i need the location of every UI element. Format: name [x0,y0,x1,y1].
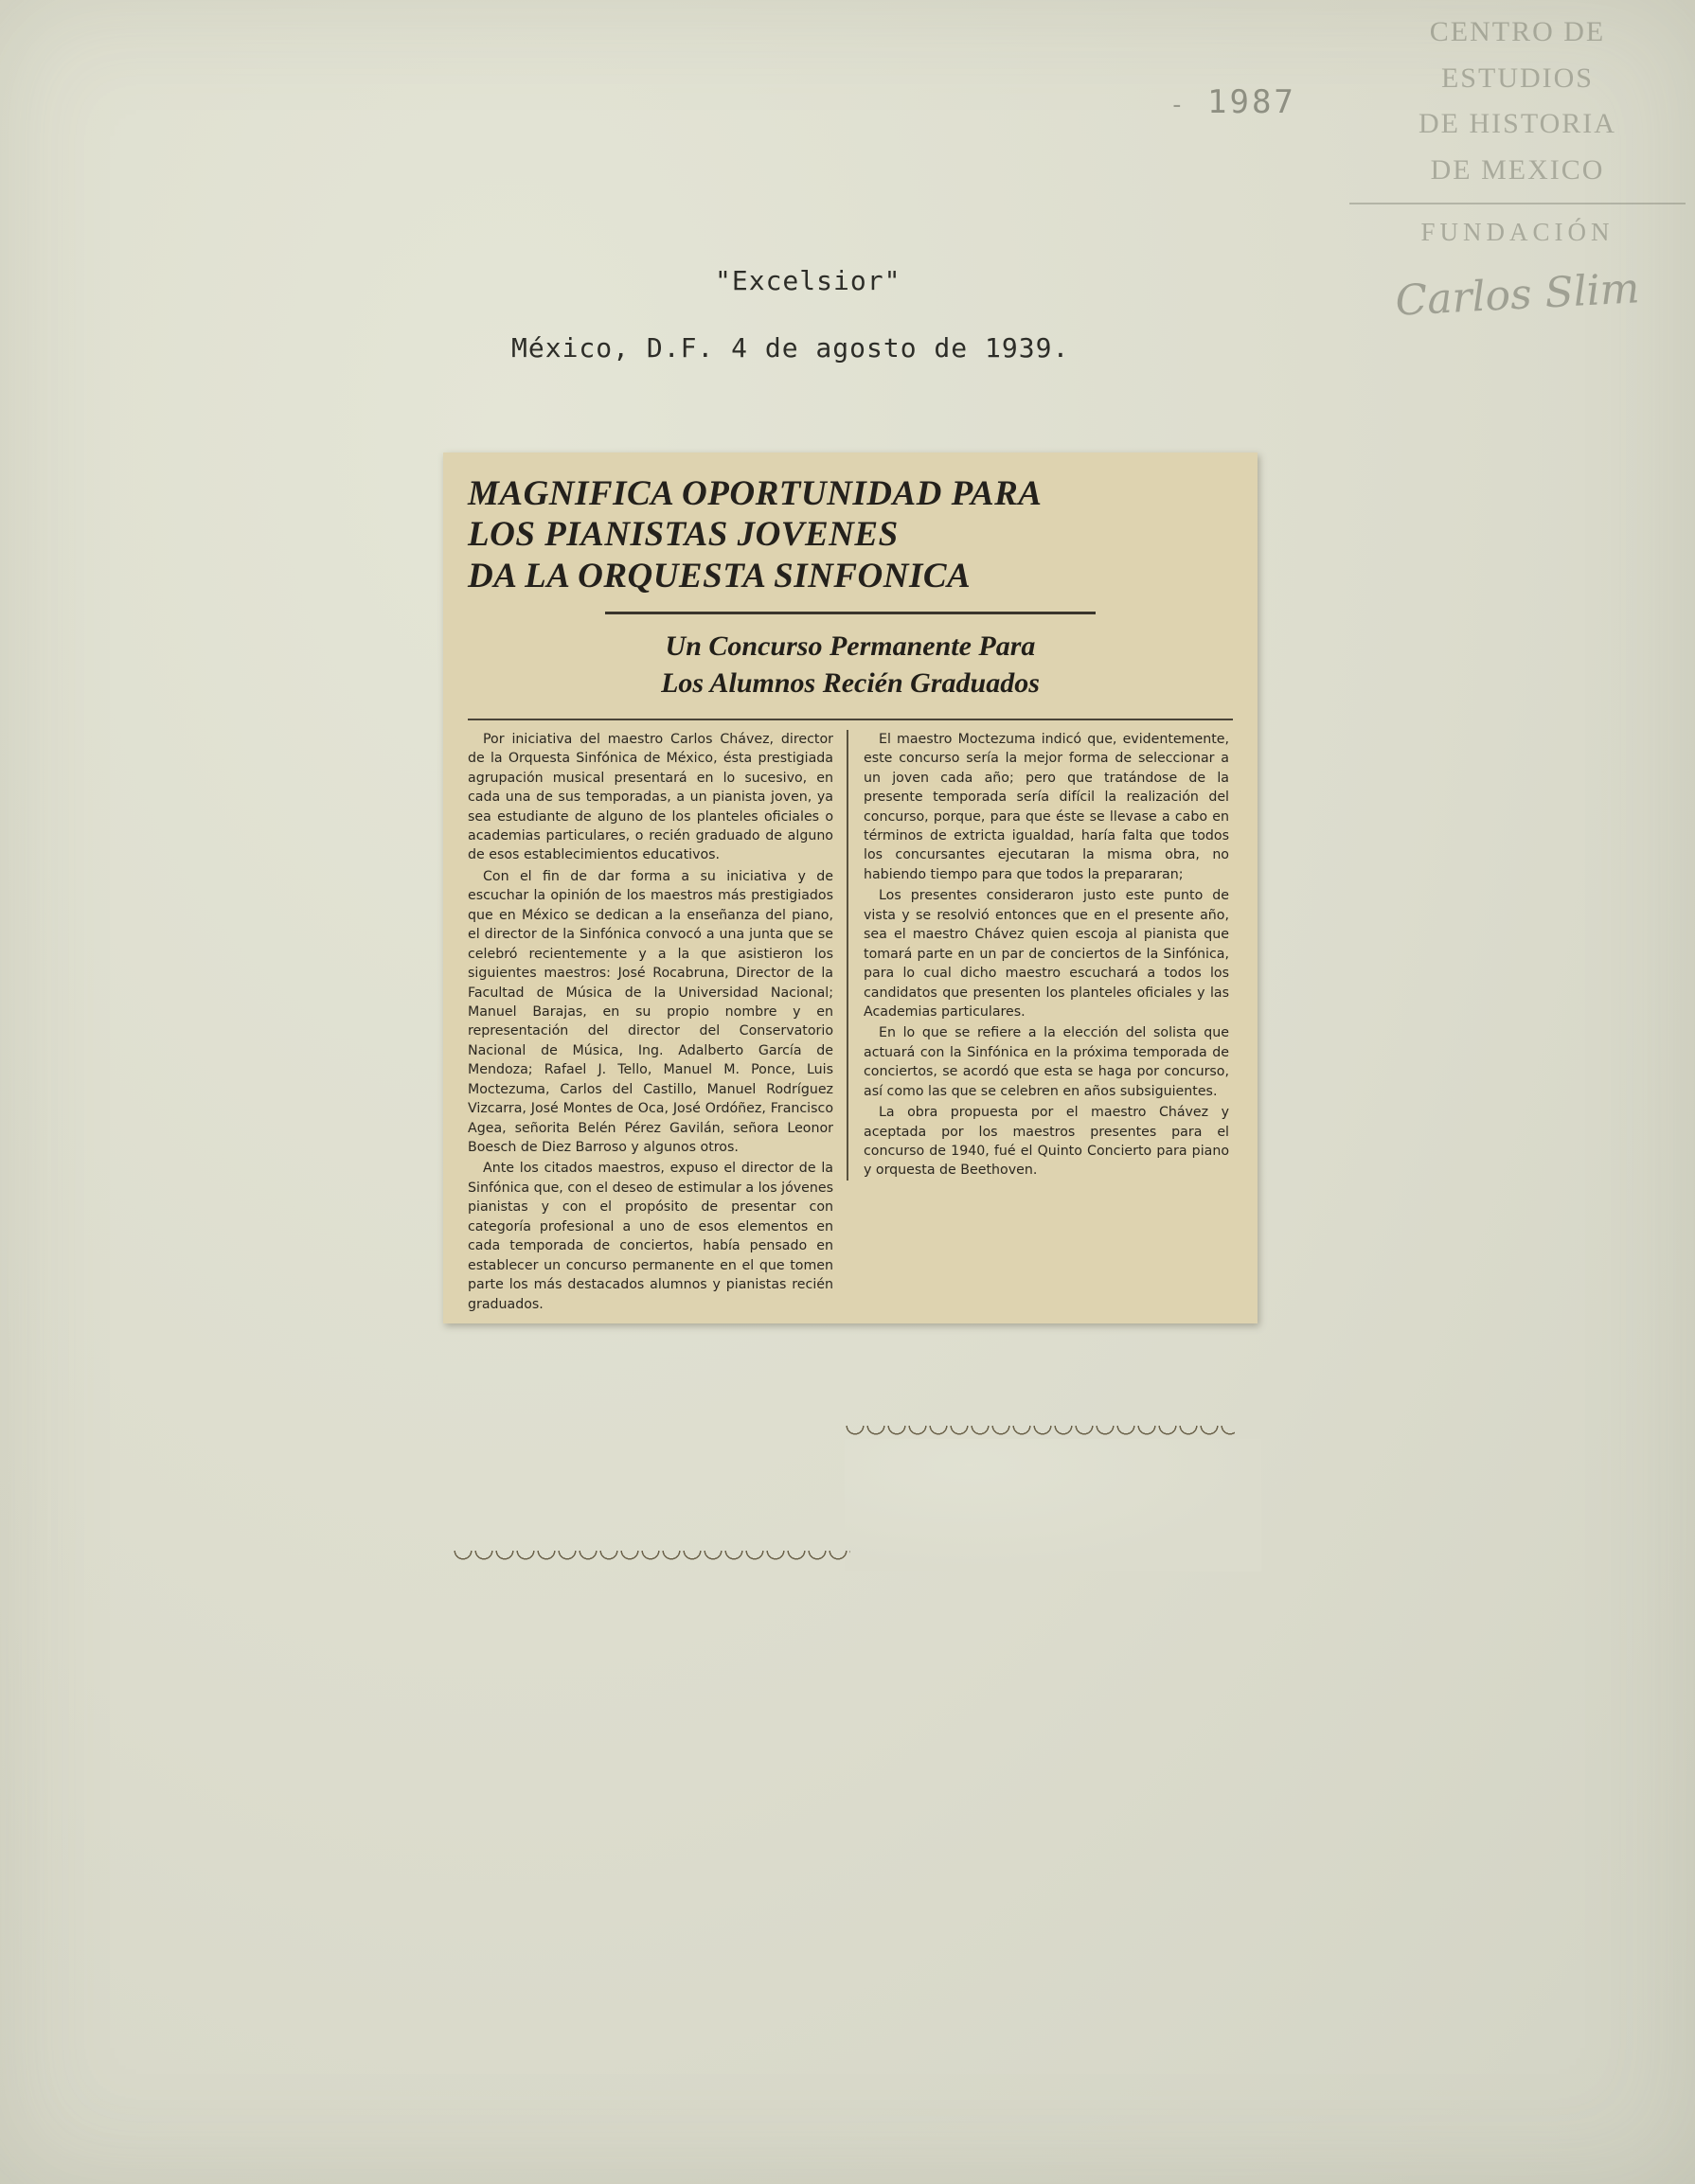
archive-stamp [1349,9,1686,328]
clipping-cut-edge-left [453,1551,850,1564]
archive-stamp-signature: Carlos Slim [1394,264,1641,326]
clipping-subheadline [468,628,1233,701]
archive-stamp-line-1: CENTRO DE [1429,16,1606,47]
archive-stamp-line-2: ESTUDIOS [1440,62,1594,94]
clipping-headline-line-3: DA LA ORQUESTA SINFONICA [468,556,972,595]
clipping-cut-notch [845,1439,1261,1571]
newspaper-clipping [443,453,1258,1323]
clipping-headline-line-1: MAGNIFICA OPORTUNIDAD PARA [468,474,1043,513]
clipping-cut-edge-right [845,1426,1235,1439]
accession-dash: - [1169,91,1187,119]
archive-stamp-foundation: FUNDACIÓN [1420,218,1615,247]
source-publication: "Excelsior" [715,265,901,296]
accession-value: 1987 [1207,83,1296,121]
body-top-rule [468,719,1233,720]
archive-stamp-line-3: DE HISTORIA [1418,108,1616,140]
clipping-columns [468,730,1233,1314]
archive-stamp-line-4: DE MEXICO [1430,153,1605,186]
clipping-column-left [468,730,847,1314]
paragraph: Con el fin de dar forma a su iniciativa y de escuchar la opinión de los maestros más prestigiados que en México se dedican a la enseñanza del piano, el director de la Sinfónica convocó a una junta que se celebró recientemente y a la que asistieron los siguientes maestros: José Rocabruna, Director de la Facultad de Música de la Universidad Nacional; Manuel Barajas, en su propio nombre y en representación del director del Conservatorio Nacional de Música, Ing. Adalberto García de Mendoza; Rafael J. Tello, Manuel M. Ponce, Luis Moctezuma, Carlos del Castillo, Manuel Rodríguez Vizcarra, José Montes de Oca, José Ordóñez, Francisco Agea, señorita Belén Pérez Gavilán, señora Leonor Boesch de Diez Barroso y algunos otros. [468,868,833,1156]
accession-number [1169,83,1296,121]
archive-stamp-divider [1349,203,1686,204]
paragraph: El maestro Moctezuma indicó que, evidentemente, este concurso sería la mejor forma de seleccionar a un joven cada año; pero que tratándose de la presente temporada sería difícil la realización del concurso, porque, para que éste se llevase a cabo en términos de extricta igualdad, haría falta que todos los concursantes ejecutaran la misma obra, no habiendo tiempo para que todos la prepararan; [864,731,1229,882]
paragraph: Ante los citados maestros, expuso el director de la Sinfónica que, con el deseo de estimular a los jóvenes pianistas y con el propósito de presentar con categoría profesional a uno de esos elementos en cada temporada de conciertos, había pensado en establecer un concurso permanente en el que tomen parte los más destacados alumnos y pianistas recién graduados. [468,1161,833,1312]
paragraph: Por iniciativa del maestro Carlos Chávez, director de la Orquesta Sinfónica de México, ésta prestigiada agrupación musical presentará en lo sucesivo, en cada una de sus temporadas, a un pianista joven, ya sea estudiante de alguno de los planteles oficiales o academias particulares, o recién graduado de alguno de esos establecimientos educativos. [468,731,833,863]
source-place-date: México, D.F. 4 de agosto de 1939. [511,332,1070,364]
headline-divider [605,612,1095,614]
clipping-subheadline-line-1: Un Concurso Permanente Para [665,630,1036,662]
typed-source-block [511,265,1231,364]
paragraph: Los presentes consideraron justo este punto de vista y se resolvió entonces que en el presente año, sea el maestro Chávez quien escoja al pianista que tomará parte en un par de conciertos de la Sinfónica, para lo cual dicho maestro escuchará a todos los candidatos que presenten los planteles oficiales y las Academias particulares. [864,888,1229,1020]
clipping-column-right [847,730,1229,1181]
clipping-subheadline-line-2: Los Alumnos Recién Graduados [661,666,1040,699]
clipping-headline [468,473,1233,596]
paragraph: La obra propuesta por el maestro Chávez y aceptada por los maestros presentes para el concurso de 1940, fué el Quinto Concierto para piano y orquesta de Beethoven. [864,1105,1229,1179]
clipping-headline-line-2: LOS PIANISTAS JOVENES [468,515,899,555]
paragraph: En lo que se refiere a la elección del solista que actuará con la Sinfónica en la próxima temporada de conciertos, se acordó que esta se haga por concurso, así como las que se celebren en años subsiguientes. [864,1025,1229,1099]
